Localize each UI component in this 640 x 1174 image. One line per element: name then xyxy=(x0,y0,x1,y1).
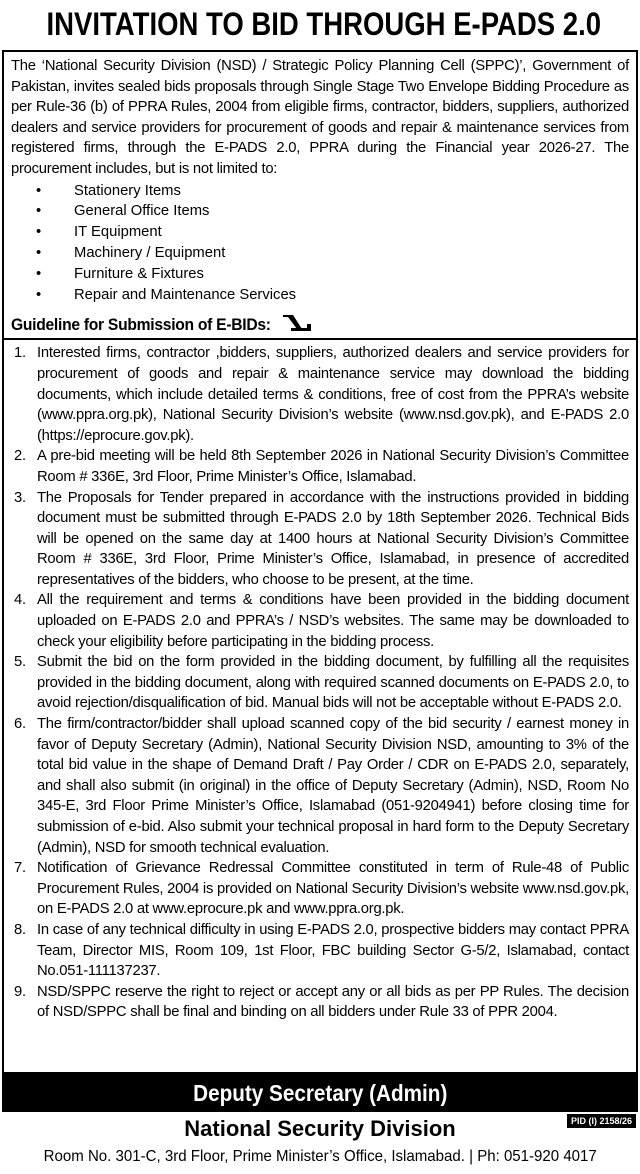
guideline-point: 6. The firm/contractor/bidder shall upload scanned copy of the bid security / earnest money in favor of Deputy Secretary (Admin), National Security Division NSD, amounting to 3% of the total bid value in the shape of Demand Draft / Pay Order / CDR on E-PADS 2.0, separately, and shall also submit (in original) in the office of Deputy Secretary (Admin), NSD, Room No 345-E, 3rd Floor Prime Minister’s Office, Islamabad (051-9204941) before closing time for submission of e-bid. Also submit your technical proposal in hard form to the Deputy Secretary (Admin), NSD for smooth technical evaluation. xyxy=(14,716,629,856)
guideline-heading-text: Guideline for Submission of E-BIDs: xyxy=(11,315,271,335)
procurement-items-list xyxy=(11,181,629,306)
bullet-icon: • xyxy=(36,182,42,199)
bullet-icon: • xyxy=(36,224,42,241)
section-divider xyxy=(4,338,636,340)
bullet-icon: • xyxy=(36,244,42,261)
guideline-point: 4. All the requirement and terms & conditions have been provided in the bidding document uploaded on E-PADS 2.0 and PPRA’s / NSD’s websites. The same may be downloaded to check your eligibility before participating in the bidding process. xyxy=(14,592,629,650)
list-item: • General Office Items xyxy=(11,201,629,222)
guideline-point: 1. Interested firms, contractor ,bidders, suppliers, authorized dealers and service providers for procurement of goods and repair & maintenance service may download the bidding documents, which include detailed terms & conditions, free of cost from the PPRA’s website (www.ppra.org.pk), National Security Division’s website (www.nsd.gov.pk), and E-PADS 2.0 (https://eprocure.gov.pk). xyxy=(14,345,629,444)
list-item: • Stationery Items xyxy=(11,181,629,202)
list-item: • IT Equipment xyxy=(11,222,629,243)
list-item: • Furniture & Fixtures xyxy=(11,264,629,285)
bullet-icon: • xyxy=(36,203,42,220)
address-line xyxy=(2,1146,638,1168)
address-text: Room No. 301-C, 3rd Floor, Prime Minister’s Office, Islamabad. | Ph: 051-920 4017 xyxy=(43,1148,597,1165)
bullet-icon: • xyxy=(36,286,42,303)
organization-line xyxy=(2,1112,638,1146)
guideline-heading xyxy=(11,314,629,336)
list-item: • Repair and Maintenance Services xyxy=(11,285,629,306)
guideline-point: 8. In case of any technical difficulty in using E-PADS 2.0, prospective bidders may contact PPRA Team, Director MIS, Room 109, 1st Floor, FBC building Sector G-5/2, Islamabad, contact No.051-111137237. xyxy=(14,921,629,980)
designation-text: Deputy Secretary (Admin) xyxy=(192,1080,448,1106)
intro-paragraph: The ‘National Security Division (NSD) / Strategic Policy Planning Cell (SPPC)’, Government of Pakistan, invites sealed bids proposals through Single Stage Two Envelope Bidding Procedure as per Rule-36 (b) of PPRA Rules, 2004 from eligible firms, contractor, bidders, suppliers, authorized dealers and service providers for procurement of goods and repair & maintenance services from registered firms, through the E-PADS 2.0, PPRA during the Financial year 2026-27. The procurement includes, but is not limited to: xyxy=(11,58,629,177)
bullet-icon: • xyxy=(36,265,42,282)
guideline-list xyxy=(11,343,629,1023)
organization-name: National Security Division xyxy=(184,1116,456,1141)
diagonal-arrow-icon xyxy=(283,314,313,337)
designation-bar xyxy=(2,1074,638,1112)
signature-block xyxy=(2,1074,638,1172)
guideline-point: 7. Notification of Grievance Redressal Committee constituted in term of Rule-48 of Public Procurement Rules, 2004 is provided on National Security Division’s website www.nsd.gov.pk, on E-PADS 2.0 at www.eprocure.pk and www.ppra.org.pk. xyxy=(14,860,629,918)
notice-body xyxy=(2,50,638,1074)
guideline-point: 5. Submit the bid on the form provided in the bidding document, by fulfilling all the requisites provided in the bidding document, along with required scanned documents on E-PADS 2.0, to avoid rejection/disqualification of bid. Manual bids will not be acceptable without E-PADS 2.0. xyxy=(14,654,629,712)
guideline-point: 2. A pre-bid meeting will be held 8th September 2026 in National Security Division’s Committee Room # 336E, 3rd Floor, Prime Minister’s Office, Islamabad. xyxy=(14,448,629,485)
guideline-point: 3. The Proposals for Tender prepared in accordance with the instructions provided in bidding document must be submitted through E-PADS 2.0 by 18th September 2026. Technical Bids will be opened on the same day at 1400 hours at National Security Division’s Committee Room # 336E, 3rd Floor, Prime Minister’s Office, Islamabad, in presence of accredited representatives of the bidders, who choose to be present, at the time. xyxy=(14,489,629,588)
pid-badge: PID (I) 2158/26 xyxy=(567,1114,636,1128)
page-title: INVITATION TO BID THROUGH E-PADS 2.0 xyxy=(46,6,602,42)
guideline-point: 9. NSD/SPPC reserve the right to reject or accept any or all bids as per PP Rules. The decision of NSD/SPPC shall be final and binding on all bidders under Rule 33 of PPR 2004. xyxy=(14,983,629,1021)
list-item: • Machinery / Equipment xyxy=(11,243,629,264)
